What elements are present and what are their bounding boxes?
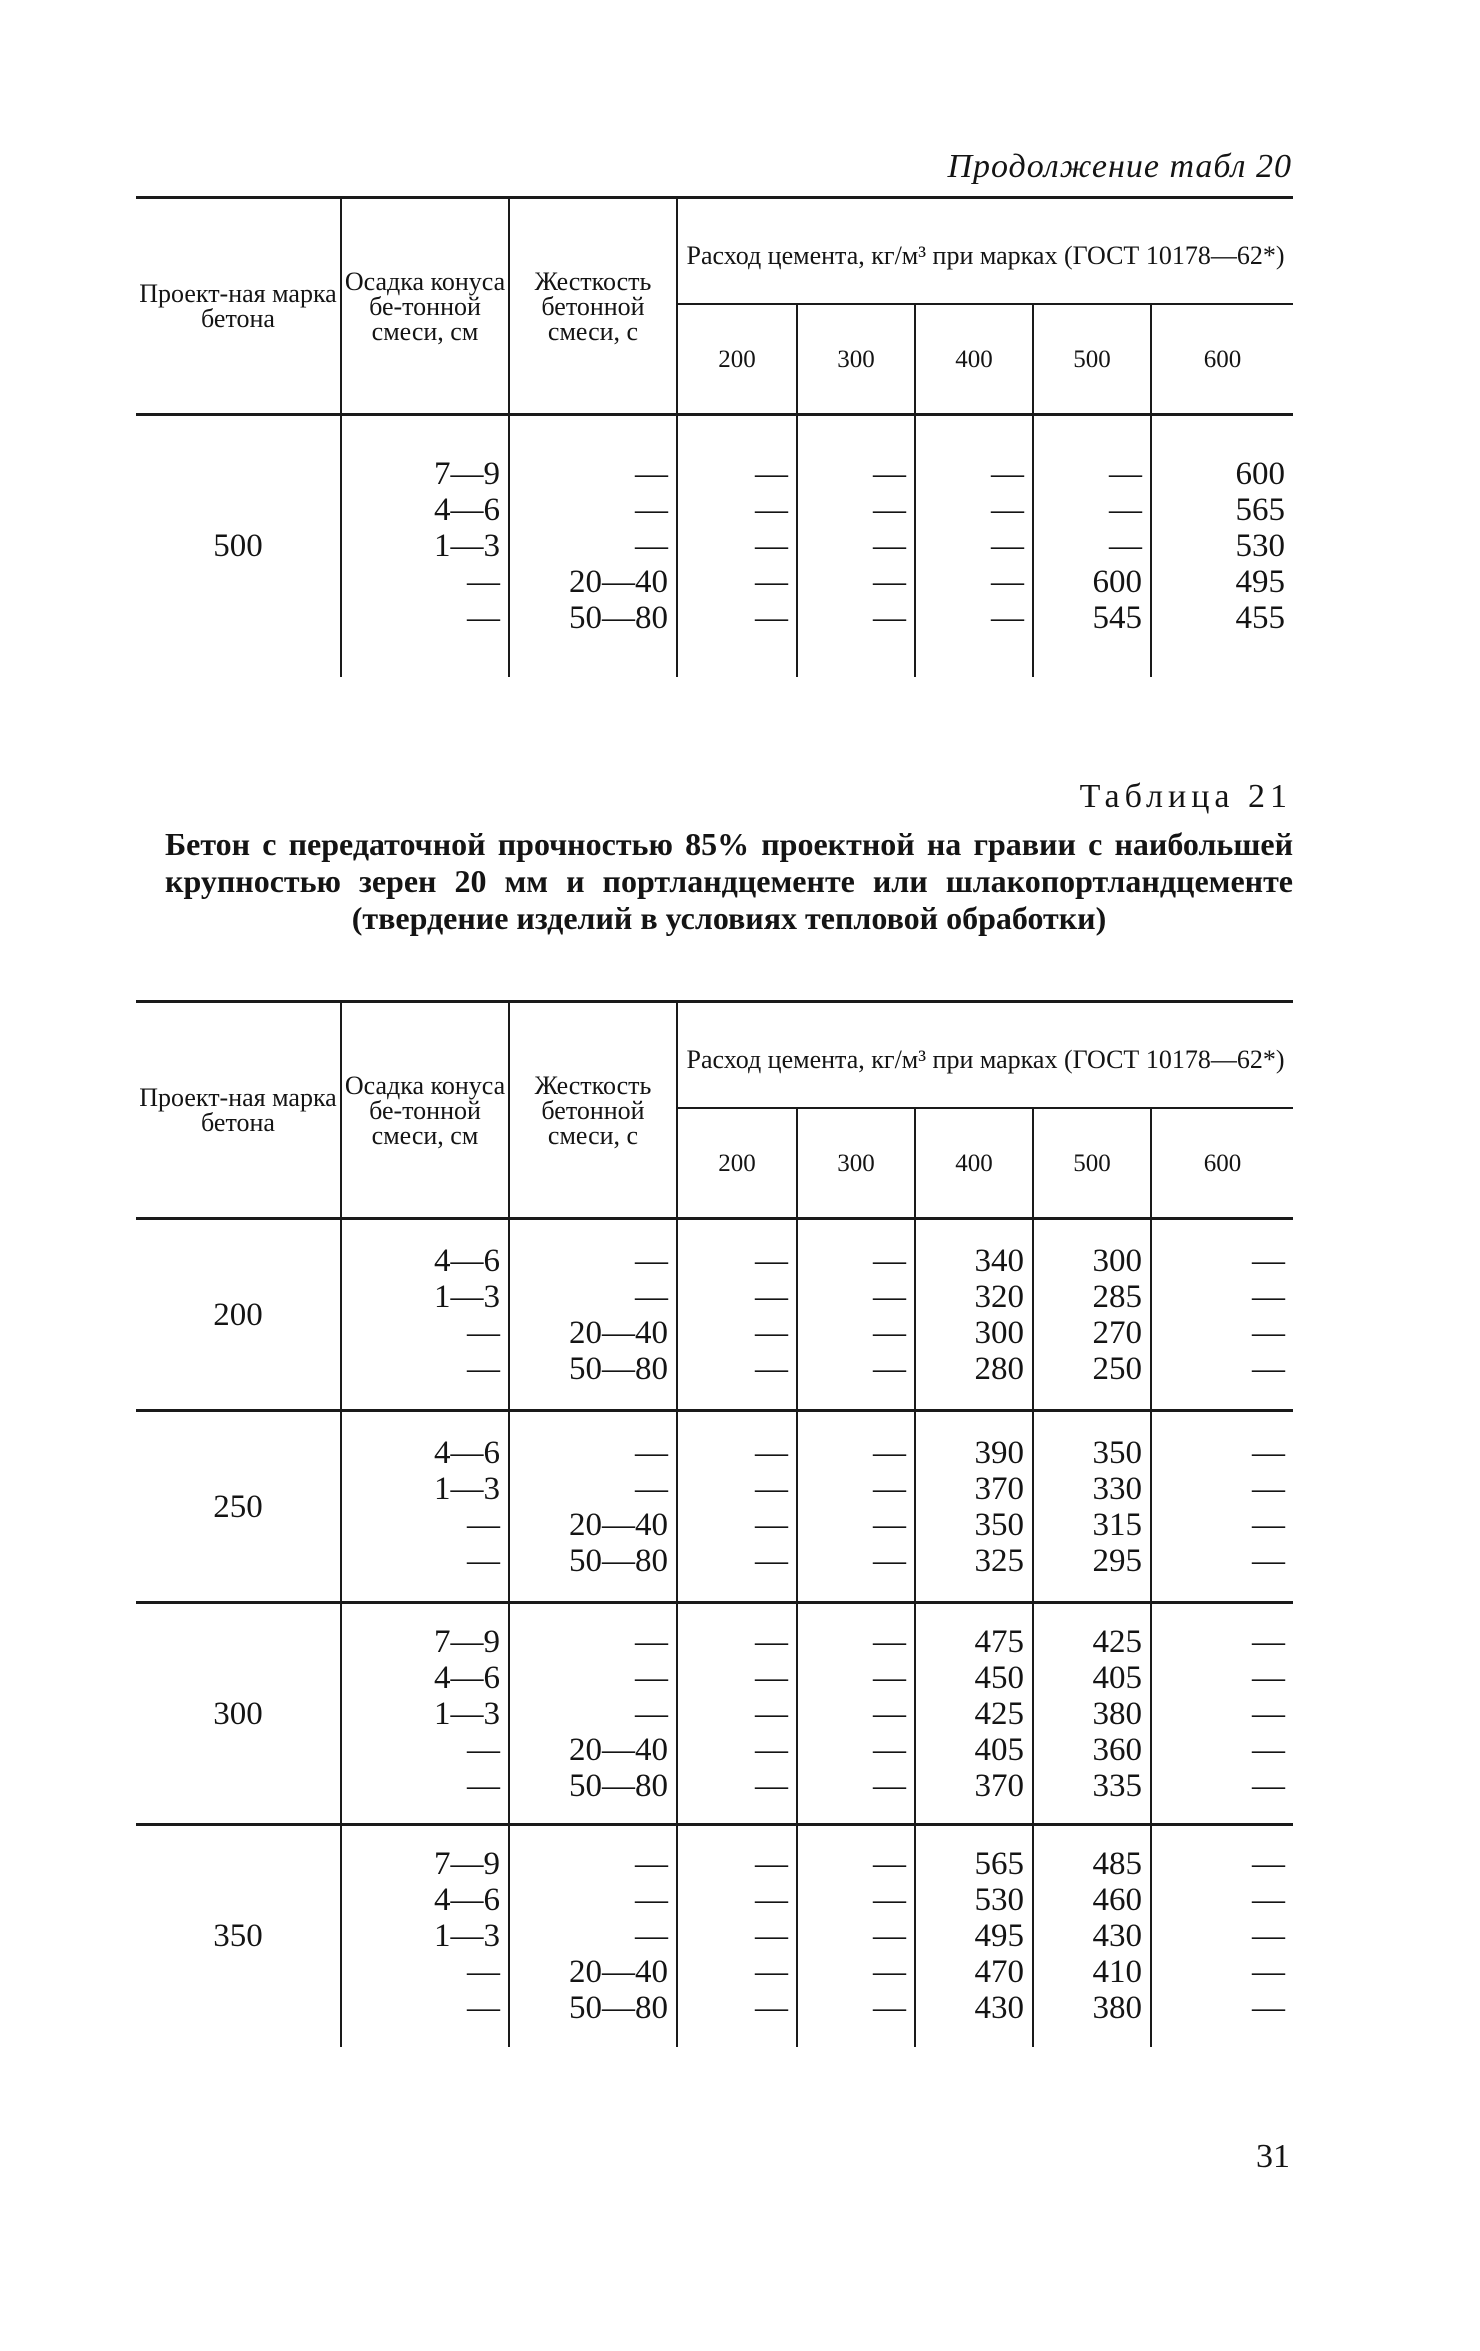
cell-value: —	[991, 528, 1024, 565]
cell-lines	[916, 456, 1032, 636]
stiffness-cell	[509, 415, 677, 677]
cement-200-cell	[677, 1825, 797, 2047]
cell-lines	[916, 1624, 1032, 1804]
table-row	[136, 1603, 1293, 1825]
cell-value: —	[1252, 1846, 1285, 1883]
header-grade-400: 400	[915, 304, 1033, 415]
cell-value: 7—9	[434, 1623, 500, 1660]
cell-value: —	[873, 492, 906, 529]
cell-value: 380	[1092, 1695, 1142, 1732]
mark-cell: 250	[136, 1411, 341, 1603]
cell-lines	[916, 1243, 1032, 1387]
cell-lines	[342, 1846, 508, 2026]
cell-value: 430	[974, 1990, 1024, 2027]
cell-value: 405	[974, 1731, 1024, 1768]
cell-value: —	[467, 1506, 500, 1543]
cell-value: —	[755, 1470, 788, 1507]
cell-value: —	[873, 1695, 906, 1732]
cell-value: 325	[974, 1542, 1024, 1579]
cell-value: —	[755, 1314, 788, 1351]
cell-value: 50—80	[569, 1990, 668, 2027]
cell-lines	[678, 456, 796, 636]
cell-value: —	[635, 1882, 668, 1919]
cell-value: —	[1252, 1278, 1285, 1315]
cell-value: 425	[974, 1695, 1024, 1732]
cell-value: 4—6	[434, 492, 500, 529]
cell-value: 1—3	[434, 1918, 500, 1955]
cell-value: —	[755, 1695, 788, 1732]
cell-value: —	[873, 1990, 906, 2027]
cell-value: —	[1109, 492, 1142, 529]
cell-value: —	[635, 1623, 668, 1660]
cell-value: —	[873, 1434, 906, 1471]
cell-value: 350	[974, 1506, 1024, 1543]
cell-value: 450	[974, 1659, 1024, 1696]
cell-lines	[678, 1624, 796, 1804]
cell-value: 1—3	[434, 528, 500, 565]
cell-value: —	[991, 600, 1024, 637]
cell-value: —	[755, 528, 788, 565]
cement-500-cell	[1033, 1219, 1151, 1411]
cell-lines	[1152, 1435, 1293, 1579]
cement-500-cell	[1033, 1411, 1151, 1603]
cell-value: 300	[1092, 1242, 1142, 1279]
cell-lines	[678, 1243, 796, 1387]
cement-300-cell	[797, 415, 915, 677]
cell-value: —	[755, 1954, 788, 1991]
cell-value: 545	[1092, 600, 1142, 637]
cell-value: —	[1252, 1470, 1285, 1507]
cell-value: —	[467, 600, 500, 637]
cell-value: —	[635, 1846, 668, 1883]
stiffness-cell	[509, 1219, 677, 1411]
header-cement-group: Расход цемента, кг/м³ при марках (ГОСТ 10178—62*)	[677, 198, 1293, 305]
cell-value: 20—40	[569, 1954, 668, 1991]
cement-500-cell	[1033, 1825, 1151, 2047]
cell-value: 1—3	[434, 1470, 500, 1507]
cell-value: —	[467, 1767, 500, 1804]
cell-value: 50—80	[569, 1767, 668, 1804]
header-grade-200: 200	[677, 304, 797, 415]
mark-cell: 350	[136, 1825, 341, 2047]
cell-value: —	[467, 1954, 500, 1991]
cell-value: —	[635, 1695, 668, 1732]
cell-value: 4—6	[434, 1434, 500, 1471]
cement-600-cell	[1151, 415, 1293, 677]
cement-400-cell	[915, 415, 1033, 677]
cell-lines	[342, 1435, 508, 1579]
header-grade-300: 300	[797, 1108, 915, 1219]
cell-lines	[342, 1624, 508, 1804]
cement-600-cell	[1151, 1219, 1293, 1411]
cell-value: —	[991, 492, 1024, 529]
cell-value: —	[755, 1242, 788, 1279]
cell-value: —	[1252, 1990, 1285, 2027]
cell-value: —	[635, 1918, 668, 1955]
cell-value: 370	[974, 1767, 1024, 1804]
cement-600-cell	[1151, 1825, 1293, 2047]
cement-600-cell	[1151, 1603, 1293, 1825]
cell-value: —	[873, 1470, 906, 1507]
cell-value: —	[635, 456, 668, 493]
cell-value: 20—40	[569, 1314, 668, 1351]
cell-value: —	[755, 1350, 788, 1387]
table-row	[136, 415, 1293, 677]
cell-lines	[678, 1435, 796, 1579]
cell-value: —	[1252, 1918, 1285, 1955]
cell-value: 425	[1092, 1623, 1142, 1660]
slump-cell	[341, 1825, 509, 2047]
cement-200-cell	[677, 1411, 797, 1603]
cell-value: —	[755, 492, 788, 529]
cell-value: —	[873, 564, 906, 601]
cell-lines	[1152, 456, 1293, 636]
cell-value: 1—3	[434, 1695, 500, 1732]
cement-400-cell	[915, 1219, 1033, 1411]
cell-value: —	[755, 1659, 788, 1696]
cell-value: —	[1252, 1506, 1285, 1543]
cement-500-cell	[1033, 415, 1151, 677]
cell-value: —	[635, 492, 668, 529]
cell-value: 20—40	[569, 1506, 668, 1543]
cell-value: 475	[974, 1623, 1024, 1660]
table-21-label: Таблица 21	[1079, 778, 1292, 815]
cell-value: 530	[974, 1882, 1024, 1919]
cell-value: —	[991, 564, 1024, 601]
stiffness-cell	[509, 1825, 677, 2047]
cell-value: 335	[1092, 1767, 1142, 1804]
cell-value: —	[467, 1350, 500, 1387]
cell-lines	[1034, 1243, 1150, 1387]
cell-value: 50—80	[569, 600, 668, 637]
header-grade-300: 300	[797, 304, 915, 415]
cell-value: —	[873, 1918, 906, 1955]
cement-200-cell	[677, 1603, 797, 1825]
cell-value: —	[873, 1242, 906, 1279]
cell-value: —	[755, 1990, 788, 2027]
cell-value: —	[467, 1990, 500, 2027]
header-mark: Проект-ная марка бетона	[136, 198, 341, 415]
cell-value: —	[755, 1882, 788, 1919]
mark-cell: 300	[136, 1603, 341, 1825]
cement-400-cell	[915, 1825, 1033, 2047]
cell-value: —	[873, 600, 906, 637]
cement-200-cell	[677, 415, 797, 677]
cell-value: 295	[1092, 1542, 1142, 1579]
table-row	[136, 1825, 1293, 2047]
cement-400-cell	[915, 1411, 1033, 1603]
cell-value: 390	[974, 1434, 1024, 1471]
cell-value: —	[635, 1659, 668, 1696]
header-grade-600: 600	[1151, 304, 1293, 415]
cell-value: —	[755, 1278, 788, 1315]
cell-value: 315	[1092, 1506, 1142, 1543]
cell-value: 1—3	[434, 1278, 500, 1315]
cell-value: —	[1109, 528, 1142, 565]
cell-lines	[510, 1846, 676, 2026]
cell-value: —	[1252, 1767, 1285, 1804]
cell-lines	[798, 1243, 914, 1387]
cell-value: 330	[1092, 1470, 1142, 1507]
cell-lines	[1152, 1846, 1293, 2026]
cell-value: —	[873, 1767, 906, 1804]
cement-200-cell	[677, 1219, 797, 1411]
cell-value: —	[635, 1470, 668, 1507]
cell-lines	[1152, 1624, 1293, 1804]
cell-value: 470	[974, 1954, 1024, 1991]
cell-value: —	[1109, 456, 1142, 493]
cell-value: —	[1252, 1542, 1285, 1579]
cell-value: —	[1252, 1954, 1285, 1991]
cell-value: —	[467, 564, 500, 601]
cell-value: —	[755, 1918, 788, 1955]
cell-lines	[510, 1243, 676, 1387]
header-grade-400: 400	[915, 1108, 1033, 1219]
cell-lines	[510, 456, 676, 636]
cell-value: 405	[1092, 1659, 1142, 1696]
cell-value: 7—9	[434, 456, 500, 493]
cell-value: 280	[974, 1350, 1024, 1387]
mark-cell: 500	[213, 528, 263, 565]
slump-cell	[341, 1603, 509, 1825]
cell-value: —	[1252, 1242, 1285, 1279]
cement-300-cell	[797, 1411, 915, 1603]
cell-value: —	[755, 1542, 788, 1579]
cell-value: —	[635, 1242, 668, 1279]
cell-value: 50—80	[569, 1542, 668, 1579]
header-grade-500: 500	[1033, 1108, 1151, 1219]
cell-value: 250	[1092, 1350, 1142, 1387]
cell-lines	[342, 1243, 508, 1387]
cell-value: 4—6	[434, 1659, 500, 1696]
cell-value: —	[1252, 1350, 1285, 1387]
table-21	[136, 1000, 1293, 2047]
table-20-continued	[136, 196, 1293, 677]
header-slump: Осадка конуса бе-тонной смеси, см	[341, 1002, 509, 1219]
header-grade-500: 500	[1033, 304, 1151, 415]
header-stiffness: Жесткость бетонной смеси, с	[509, 1002, 677, 1219]
cement-500-cell	[1033, 1603, 1151, 1825]
cell-value: 530	[1235, 528, 1285, 565]
cell-value: 430	[1092, 1918, 1142, 1955]
header-stiffness: Жесткость бетонной смеси, с	[509, 198, 677, 415]
cell-value: —	[1252, 1623, 1285, 1660]
cell-lines	[1034, 456, 1150, 636]
cell-value: —	[991, 456, 1024, 493]
cell-value: 360	[1092, 1731, 1142, 1768]
cell-value: 7—9	[434, 1846, 500, 1883]
cell-value: —	[755, 564, 788, 601]
cell-value: —	[873, 1350, 906, 1387]
cell-value: —	[755, 600, 788, 637]
cell-value: —	[755, 1767, 788, 1804]
slump-cell	[341, 1219, 509, 1411]
cell-value: —	[873, 1659, 906, 1696]
cell-value: 565	[974, 1846, 1024, 1883]
cell-value: 495	[974, 1918, 1024, 1955]
cement-300-cell	[797, 1825, 915, 2047]
cell-value: 270	[1092, 1314, 1142, 1351]
cell-value: 495	[1235, 564, 1285, 601]
header-slump: Осадка конуса бе-тонной смеси, см	[341, 198, 509, 415]
cell-value: 455	[1235, 600, 1285, 637]
cell-value: 410	[1092, 1954, 1142, 1991]
header-grade-600: 600	[1151, 1108, 1293, 1219]
stiffness-cell	[509, 1603, 677, 1825]
cell-value: —	[755, 456, 788, 493]
cell-value: —	[755, 1623, 788, 1660]
cell-value: 50—80	[569, 1350, 668, 1387]
cell-lines	[510, 1435, 676, 1579]
cell-value: —	[467, 1731, 500, 1768]
cell-value: —	[467, 1542, 500, 1579]
cell-value: —	[755, 1846, 788, 1883]
cell-lines	[1034, 1624, 1150, 1804]
cell-value: 370	[974, 1470, 1024, 1507]
header-mark: Проект-ная марка бетона	[136, 1002, 341, 1219]
cell-lines	[798, 456, 914, 636]
cell-value: 4—6	[434, 1882, 500, 1919]
cell-value: —	[755, 1731, 788, 1768]
continuation-caption: Продолжение табл 20	[947, 148, 1292, 185]
header-cement-group: Расход цемента, кг/м³ при марках (ГОСТ 10178—62*)	[677, 1002, 1293, 1109]
cell-value: —	[1252, 1882, 1285, 1919]
cell-value: 460	[1092, 1882, 1142, 1919]
table-21-title: Бетон с передаточной прочностью 85% проектной на гравии с наибольшей крупностью зерен 20 мм и портландцементе или шлакопортландцементе (твердение изделий в условиях тепловой обработки)	[165, 826, 1293, 936]
cell-value: 20—40	[569, 1731, 668, 1768]
cell-lines	[678, 1846, 796, 2026]
cement-300-cell	[797, 1219, 915, 1411]
cell-value: —	[1252, 1695, 1285, 1732]
cell-value: —	[873, 1278, 906, 1315]
cell-value: 485	[1092, 1846, 1142, 1883]
table-row	[136, 1219, 1293, 1411]
cell-value: —	[873, 1954, 906, 1991]
cell-lines	[1034, 1846, 1150, 2026]
cell-lines	[798, 1846, 914, 2026]
slump-cell	[341, 415, 509, 677]
cell-value: —	[873, 1882, 906, 1919]
cement-400-cell	[915, 1603, 1033, 1825]
cell-value: —	[873, 1506, 906, 1543]
cell-lines	[510, 1624, 676, 1804]
cell-value: —	[1252, 1659, 1285, 1696]
mark-cell: 200	[213, 1296, 263, 1333]
cement-600-cell	[1151, 1411, 1293, 1603]
cell-value: —	[635, 1278, 668, 1315]
cell-lines	[798, 1435, 914, 1579]
page-number: 31	[1256, 2138, 1290, 2175]
cell-value: 340	[974, 1242, 1024, 1279]
cell-value: —	[755, 1506, 788, 1543]
cell-value: —	[1252, 1434, 1285, 1471]
cell-value: —	[873, 528, 906, 565]
cell-value: —	[1252, 1731, 1285, 1768]
cell-value: —	[873, 1314, 906, 1351]
cell-value: 20—40	[569, 564, 668, 601]
cell-lines	[916, 1435, 1032, 1579]
cell-value: —	[873, 1623, 906, 1660]
cell-value: 285	[1092, 1278, 1142, 1315]
cell-value: —	[873, 1846, 906, 1883]
cell-lines	[916, 1846, 1032, 2026]
table-row	[136, 1411, 1293, 1603]
cement-300-cell	[797, 1603, 915, 1825]
stiffness-cell	[509, 1411, 677, 1603]
cell-value: —	[635, 528, 668, 565]
cell-value: 4—6	[434, 1242, 500, 1279]
cell-value: 300	[974, 1314, 1024, 1351]
cell-value: —	[873, 1731, 906, 1768]
cell-value: —	[755, 1434, 788, 1471]
cell-value: 380	[1092, 1990, 1142, 2027]
cell-value: —	[873, 1542, 906, 1579]
cell-value: —	[873, 456, 906, 493]
cell-value: 565	[1235, 492, 1285, 529]
header-grade-200: 200	[677, 1108, 797, 1219]
cell-value: —	[1252, 1314, 1285, 1351]
cell-lines	[798, 1624, 914, 1804]
cell-lines	[1152, 1243, 1293, 1387]
cell-value: 350	[1092, 1434, 1142, 1471]
cell-value: —	[467, 1314, 500, 1351]
cell-value: 320	[974, 1278, 1024, 1315]
cell-value: 600	[1092, 564, 1142, 601]
cell-lines	[1034, 1435, 1150, 1579]
slump-cell	[341, 1411, 509, 1603]
cell-lines	[342, 456, 508, 636]
cell-value: 600	[1235, 456, 1285, 493]
cell-value: —	[635, 1434, 668, 1471]
